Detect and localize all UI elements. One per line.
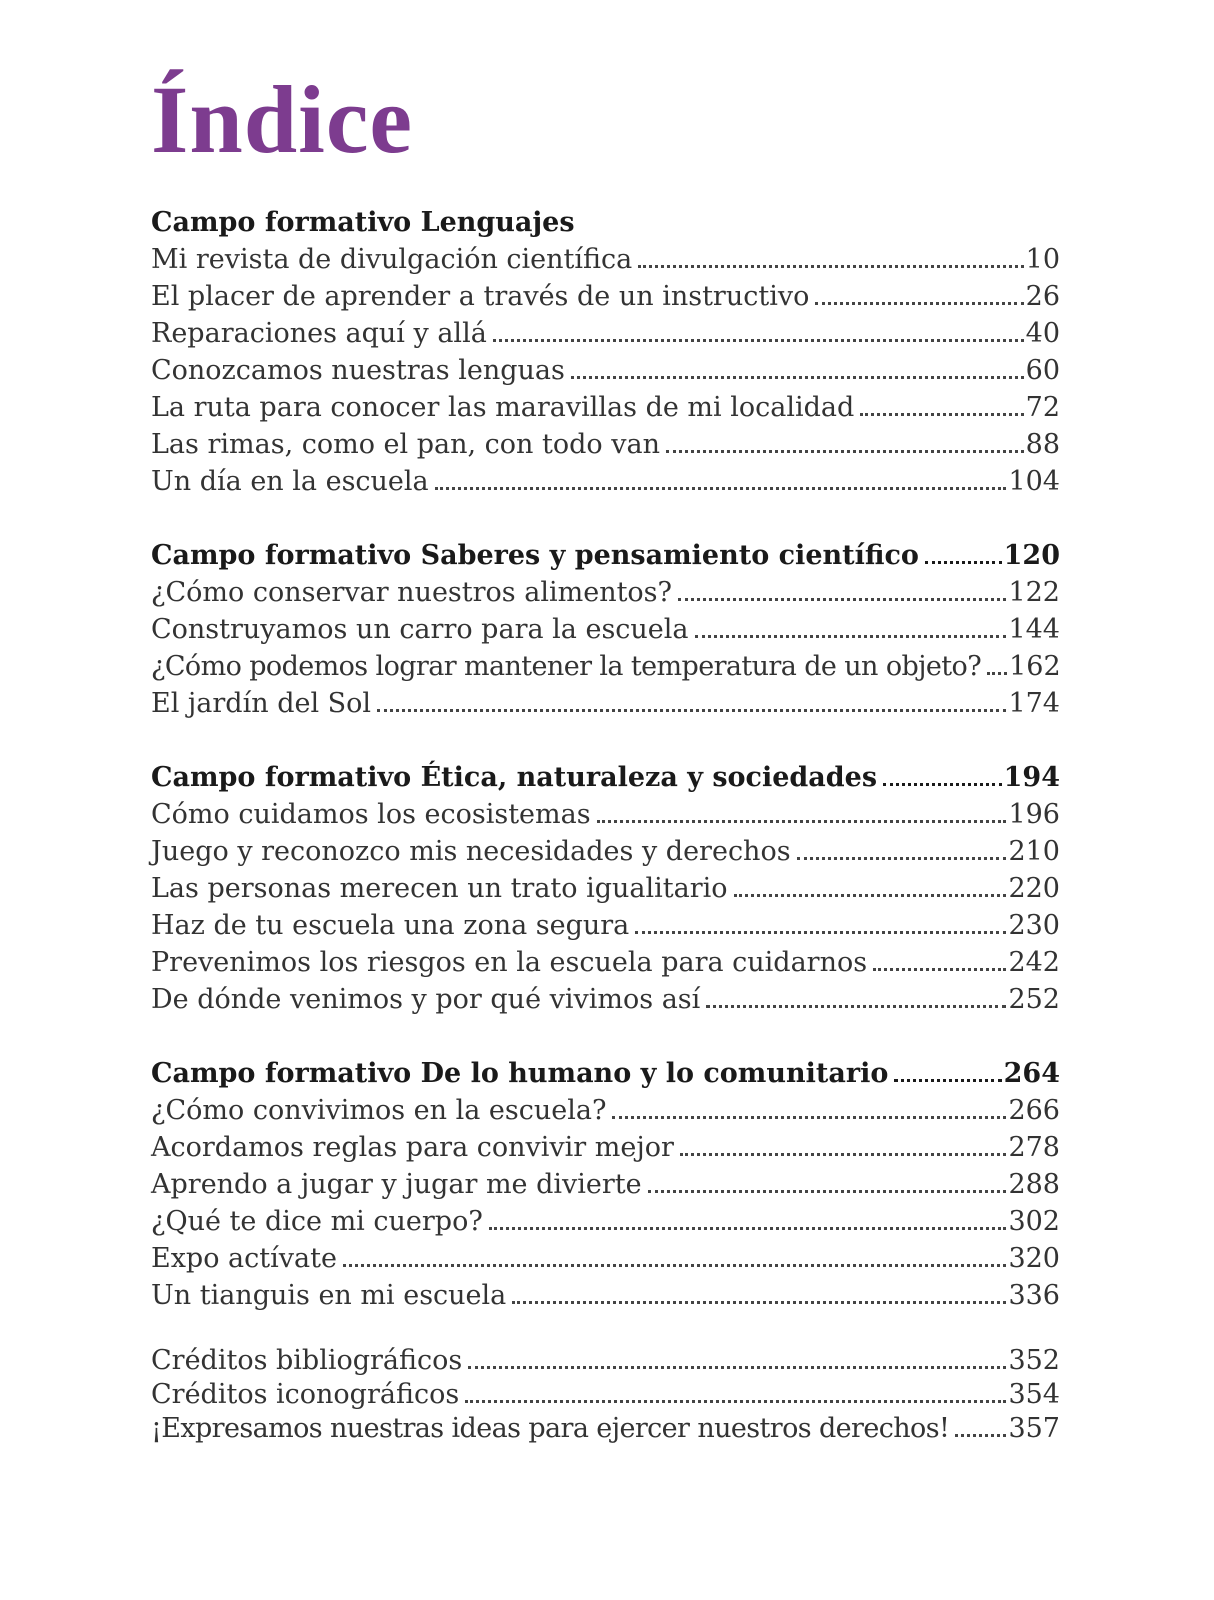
toc-entry-label: ¿Cómo conservar nuestros alimentos? bbox=[151, 577, 673, 608]
toc-entry[interactable] bbox=[151, 611, 1060, 648]
toc-entry-page: 230 bbox=[1008, 910, 1060, 941]
dot-leader bbox=[638, 265, 1023, 268]
dot-leader bbox=[706, 1005, 1006, 1008]
toc-entry-page: 144 bbox=[1008, 614, 1060, 645]
toc-entry[interactable] bbox=[151, 1240, 1060, 1277]
toc-entry[interactable] bbox=[151, 426, 1060, 463]
toc-entry-label: Prevenimos los riesgos en la escuela para cuidarnos bbox=[151, 947, 868, 978]
toc-entry-label: Acordamos reglas para convivir mejor bbox=[151, 1132, 674, 1163]
toc-entry-label: El placer de aprender a través de un instructivo bbox=[151, 281, 810, 312]
toc-entry[interactable] bbox=[151, 278, 1060, 315]
toc-entry-label: Construyamos un carro para la escuela bbox=[151, 614, 689, 645]
toc-entry-page: 88 bbox=[1025, 429, 1060, 460]
toc-entry-page: 60 bbox=[1025, 355, 1060, 386]
toc-entry-page: 72 bbox=[1025, 392, 1060, 423]
toc-entry-label: Cómo cuidamos los ecosistemas bbox=[151, 799, 591, 830]
toc-heading-label: Campo formativo Ética, naturaleza y sociedades bbox=[151, 762, 878, 793]
toc-entry[interactable] bbox=[151, 1344, 1060, 1378]
toc-entry[interactable] bbox=[151, 1092, 1060, 1129]
toc-entry-label: Créditos iconográficos bbox=[151, 1379, 460, 1410]
toc-entry-page: 26 bbox=[1025, 281, 1060, 312]
dot-leader bbox=[635, 931, 1006, 934]
toc-entry[interactable] bbox=[151, 1412, 1060, 1446]
dot-leader bbox=[493, 339, 1024, 342]
toc-entry[interactable] bbox=[151, 1277, 1060, 1314]
toc-entry-label: Mi revista de divulgación científica bbox=[151, 244, 633, 275]
toc-entry[interactable] bbox=[151, 352, 1060, 389]
dot-leader bbox=[648, 1190, 1007, 1193]
toc-entry-label: Expo actívate bbox=[151, 1243, 337, 1274]
dot-leader bbox=[666, 450, 1024, 453]
dot-leader bbox=[343, 1264, 1007, 1267]
toc-entry-label: Un día en la escuela bbox=[151, 466, 429, 497]
toc-entry[interactable] bbox=[151, 241, 1060, 278]
dot-leader bbox=[987, 672, 1007, 675]
dot-leader bbox=[612, 1116, 1006, 1119]
dot-leader bbox=[955, 1434, 1006, 1437]
toc-entry-page: 162 bbox=[1009, 651, 1061, 682]
toc-entry-label: Aprendo a jugar y jugar me divierte bbox=[151, 1169, 642, 1200]
toc-section-lenguajes bbox=[151, 204, 1060, 500]
dot-leader bbox=[815, 302, 1023, 305]
toc-entry[interactable] bbox=[151, 1166, 1060, 1203]
toc-entry-page: 104 bbox=[1008, 466, 1060, 497]
toc-entry-page: 242 bbox=[1008, 947, 1060, 978]
toc-entry-page: 266 bbox=[1008, 1095, 1060, 1126]
toc-entry-page: 320 bbox=[1008, 1243, 1060, 1274]
toc-entry-page: 196 bbox=[1008, 799, 1060, 830]
toc-section-heading[interactable] bbox=[151, 1055, 1060, 1092]
toc-page bbox=[151, 66, 1061, 1446]
toc-heading-page: 120 bbox=[1003, 540, 1060, 571]
toc-entry[interactable] bbox=[151, 907, 1060, 944]
dot-leader bbox=[465, 1400, 1006, 1403]
dot-leader bbox=[571, 376, 1024, 379]
toc-entry[interactable] bbox=[151, 315, 1060, 352]
toc-entry-page: 174 bbox=[1008, 688, 1060, 719]
toc-entry-label: De dónde venimos y por qué vivimos así bbox=[151, 984, 701, 1015]
dot-leader bbox=[489, 1227, 1007, 1230]
toc-entry-page: 354 bbox=[1008, 1379, 1060, 1410]
toc-entry[interactable] bbox=[151, 870, 1060, 907]
dot-leader bbox=[435, 487, 1007, 490]
toc-entry-page: 357 bbox=[1008, 1413, 1060, 1444]
toc-entry-label: Créditos bibliográficos bbox=[151, 1345, 463, 1376]
dot-leader bbox=[734, 894, 1007, 897]
dot-leader bbox=[680, 1153, 1007, 1156]
toc-entry-label: Haz de tu escuela una zona segura bbox=[151, 910, 630, 941]
toc-entry-page: 288 bbox=[1008, 1169, 1060, 1200]
toc-entry[interactable] bbox=[151, 389, 1060, 426]
toc-entry-label: Juego y reconozco mis necesidades y derechos bbox=[151, 836, 791, 867]
toc-heading-label: Campo formativo De lo humano y lo comunitario bbox=[151, 1058, 889, 1089]
toc-heading-label: Campo formativo Lenguajes bbox=[151, 207, 575, 238]
toc-section-etica bbox=[151, 759, 1060, 1018]
dot-leader bbox=[678, 598, 1006, 601]
dot-leader bbox=[512, 1301, 1006, 1304]
toc-entry-page: 278 bbox=[1008, 1132, 1060, 1163]
toc-entry[interactable] bbox=[151, 648, 1060, 685]
toc-entry-page: 252 bbox=[1008, 984, 1060, 1015]
toc-entry-label: ¿Cómo podemos lograr mantener la temperatura de un objeto? bbox=[151, 651, 982, 682]
toc-credits bbox=[151, 1344, 1060, 1446]
toc-entry-label: Reparaciones aquí y allá bbox=[151, 318, 487, 349]
toc-section-saberes bbox=[151, 537, 1060, 722]
toc-entry-label: El jardín del Sol bbox=[151, 688, 372, 719]
toc-entry[interactable] bbox=[151, 833, 1060, 870]
page-title: Índice bbox=[151, 66, 414, 173]
toc-section-humano bbox=[151, 1055, 1060, 1314]
toc-entry-page: 10 bbox=[1025, 244, 1060, 275]
toc-section-heading[interactable] bbox=[151, 537, 1060, 574]
toc-entry[interactable] bbox=[151, 1203, 1060, 1240]
dot-leader bbox=[797, 857, 1007, 860]
dot-leader bbox=[925, 561, 1002, 564]
toc-entry-label: La ruta para conocer las maravillas de mi localidad bbox=[151, 392, 855, 423]
toc-entry-label: Conozcamos nuestras lenguas bbox=[151, 355, 565, 386]
toc-entry-label: ¿Qué te dice mi cuerpo? bbox=[151, 1206, 483, 1237]
dot-leader bbox=[695, 635, 1007, 638]
toc-entry-label: ¡Expresamos nuestras ideas para ejercer nuestros derechos! bbox=[151, 1413, 950, 1444]
toc-section-heading[interactable] bbox=[151, 204, 1060, 241]
toc-entry[interactable] bbox=[151, 463, 1060, 500]
toc-entry[interactable] bbox=[151, 1378, 1060, 1412]
dot-leader bbox=[883, 783, 1002, 786]
toc-entry[interactable] bbox=[151, 1129, 1060, 1166]
toc-entry-page: 210 bbox=[1008, 836, 1060, 867]
toc-section-heading[interactable] bbox=[151, 759, 1060, 796]
toc-heading-label: Campo formativo Saberes y pensamiento científico bbox=[151, 540, 919, 571]
toc-entry-page: 352 bbox=[1008, 1345, 1060, 1376]
toc-entry[interactable] bbox=[151, 574, 1060, 611]
toc-heading-page: 264 bbox=[1003, 1058, 1060, 1089]
toc-entry-label: Las personas merecen un trato igualitario bbox=[151, 873, 728, 904]
dot-leader bbox=[597, 820, 1007, 823]
toc-entry[interactable] bbox=[151, 796, 1060, 833]
dot-leader bbox=[377, 709, 1006, 712]
toc-entry[interactable] bbox=[151, 981, 1060, 1018]
toc-heading-page: 194 bbox=[1003, 762, 1060, 793]
dot-leader bbox=[873, 968, 1006, 971]
toc-entry-page: 302 bbox=[1008, 1206, 1060, 1237]
toc-entry-label: Un tianguis en mi escuela bbox=[151, 1280, 507, 1311]
toc-entry-page: 220 bbox=[1008, 873, 1060, 904]
dot-leader bbox=[894, 1079, 1001, 1082]
dot-leader bbox=[860, 413, 1023, 416]
toc-entry[interactable] bbox=[151, 685, 1060, 722]
toc-entry-label: Las rimas, como el pan, con todo van bbox=[151, 429, 660, 460]
toc-entry[interactable] bbox=[151, 944, 1060, 981]
toc-entry-page: 40 bbox=[1025, 318, 1060, 349]
toc-entry-page: 122 bbox=[1008, 577, 1060, 608]
toc-entry-label: ¿Cómo convivimos en la escuela? bbox=[151, 1095, 607, 1126]
toc-entry-page: 336 bbox=[1008, 1280, 1060, 1311]
dot-leader bbox=[468, 1366, 1006, 1369]
